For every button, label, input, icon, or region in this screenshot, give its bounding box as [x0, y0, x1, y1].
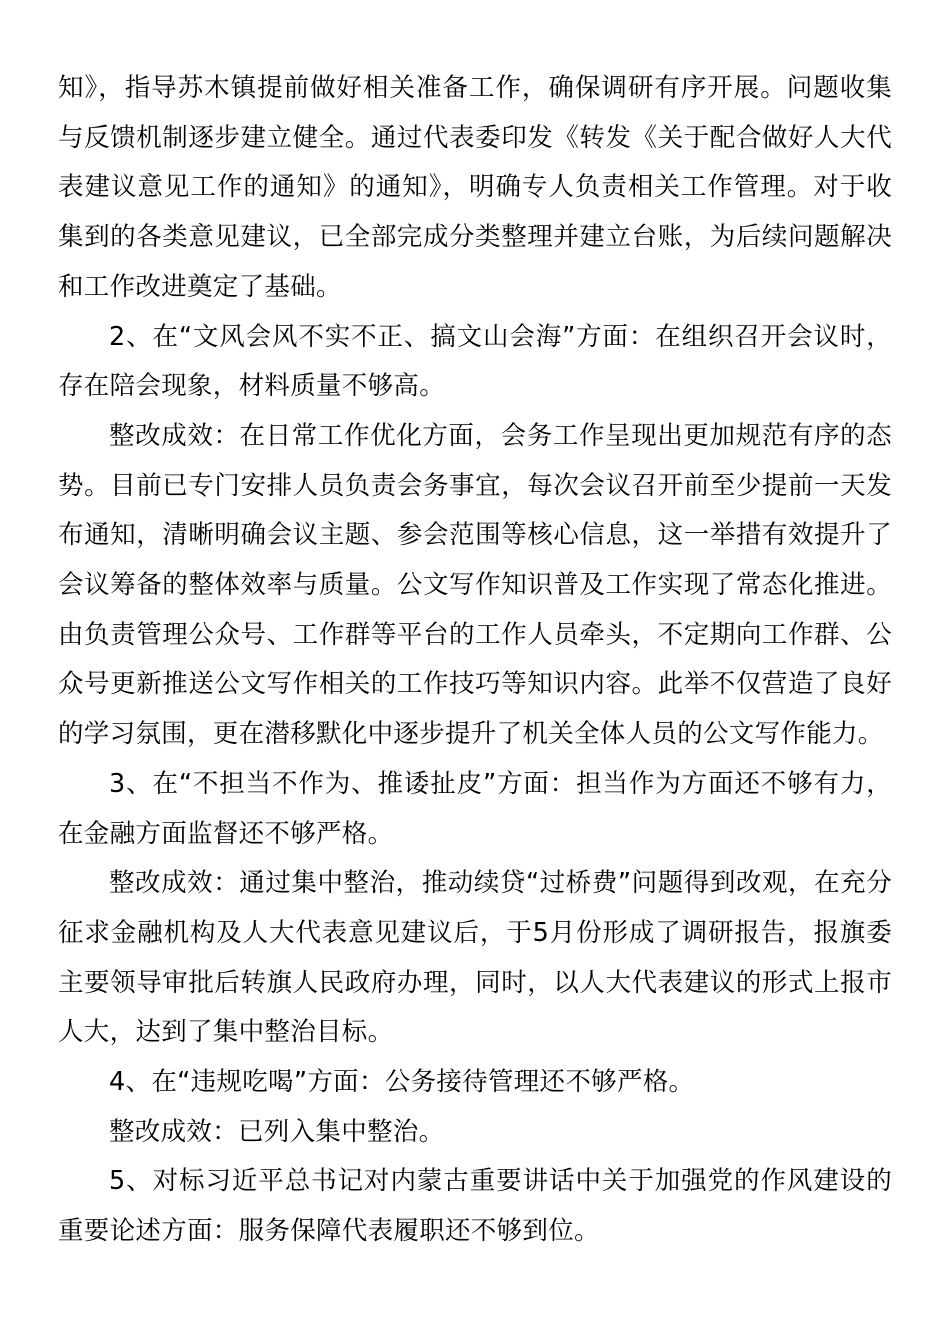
- paragraph-issue-2-meetings: 2、在“文风会风不实不正、搞文山会海”方面：在组织召开会议时，存在陪会现象，材料质量不够高。: [58, 321, 892, 402]
- paragraph-issue-4-dining: 4、在“违规吃喝”方面：公务接待管理还不够严格。: [109, 1067, 695, 1098]
- paragraph-issue-3-responsibility: 3、在“不担当不作为、推诿扯皮”方面：担当作为方面还不够有力，在金融方面监督还不够严格。: [58, 768, 892, 849]
- paragraph-result-2-meetings: 整改成效：在日常工作优化方面，会务工作呈现出更加规范有序的态势。目前已专门安排人员负责会务事宜，每次会议召开前至少提前一天发布通知，清晰明确会议主题、参会范围等核心信息，这一举措有效提升了会议筹备的整体效率与质量。公文写作知识普及工作实现了常态化推进。由负责管理公众号、工作群等平台的工作人员牵头，不定期向工作群、公众号更新推送公文写作相关的工作技巧等知识内容。此举不仅营造了良好的学习氛围，更在潜移默化中逐步提升了机关全体人员的公文写作能力。: [58, 420, 892, 750]
- paragraph-result-3-responsibility: 整改成效：通过集中整治，推动续贷“过桥费”问题得到改观，在充分征求金融机构及人大代表意见建议后，于5月份形成了调研报告，报旗委主要领导审批后转旗人民政府办理，同时，以人大代表建议的形式上报市人大，达到了集中整治目标。: [58, 868, 892, 1048]
- paragraph-issue-5-work-style: 5、对标习近平总书记对内蒙古重要讲话中关于加强党的作风建设的重要论述方面：服务保障代表履职还不够到位。: [58, 1166, 892, 1247]
- paragraph-result-4-dining: 整改成效：已列入集中整治。: [109, 1116, 445, 1147]
- paragraph-survey-preparation: 知》，指导苏木镇提前做好相关准备工作，确保调研有序开展。问题收集与反馈机制逐步建立健全。通过代表委印发《转发《关于配合做好人大代表建议意见工作的通知》的通知》，明确专人负责相关工作管理。对于收集到的各类意见建议，已全部完成分类整理并建立台账，为后续问题解决和工作改进奠定了基础。: [58, 73, 892, 302]
- document-page: [58, 64, 892, 1257]
